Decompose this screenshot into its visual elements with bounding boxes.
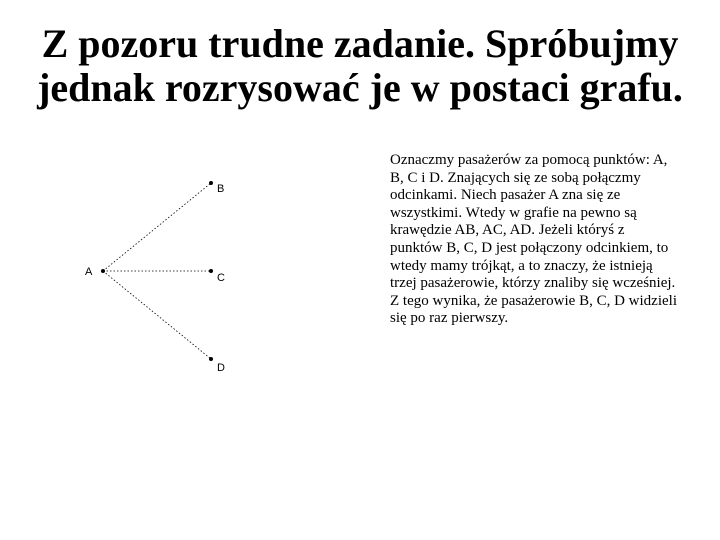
graph-canvas [70, 170, 260, 380]
vertex-label-b: B [217, 183, 225, 195]
vertex-label-d: D [217, 362, 225, 374]
vertex-a [101, 269, 105, 273]
title-line-2: jednak rozrysować je w postaci grafu. [37, 65, 683, 110]
body-text: Oznaczmy pasażerów za pomocą punktów: A, B, C i D. Znających się ze sobą połączmy odcinkami. Niech pasażer A zna się ze wszystkimi. Wtedy w grafie na pewno są krawędzie AB, AC, AD. Jeżeli któryś z punktów B, C, D jest połączony odcinkiem, to wtedy mamy trójkąt, a to znaczy, że istnieją trzej pasażerowie, którzy znaliby się wcześniej. Z tego wynika, że pasażerowie B, C, D widzieli się po raz pierwszy. [390, 152, 677, 327]
slide-title [20, 22, 700, 110]
graph-diagram [70, 170, 260, 380]
vertex-b [209, 181, 213, 185]
vertex-label-a: A [85, 266, 93, 278]
edge-a-b [103, 183, 211, 271]
edge-a-d [103, 271, 211, 359]
vertex-label-c: C [217, 272, 225, 284]
vertex-d [209, 357, 213, 361]
vertex-c [209, 269, 213, 273]
title-line-1: Z pozoru trudne zadanie. Spróbujmy [41, 21, 679, 66]
